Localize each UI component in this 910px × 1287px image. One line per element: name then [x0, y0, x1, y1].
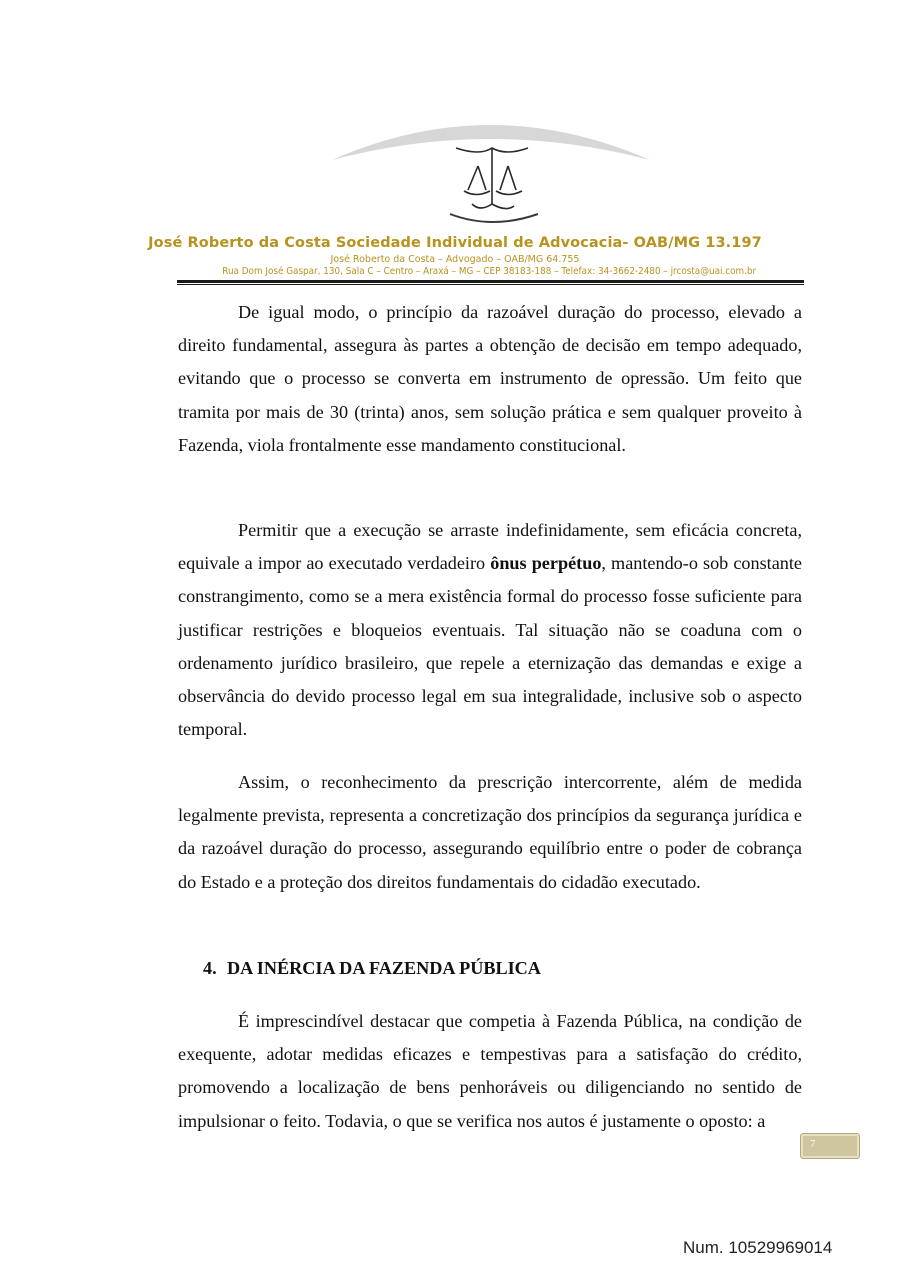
scales-of-justice-logo [330, 112, 655, 232]
paragraph-2-text-a: Permitir que a execução se arraste indefinidamente, sem eficácia concreta, equivale a impor ao executado verdadeiro [178, 520, 802, 574]
section-number: 4. [203, 958, 217, 978]
paragraph-2 [178, 514, 802, 746]
address-text: Rua Dom José Gaspar, 130, Sala C – Centro – Araxá – MG – CEP 38183-188 – Telefax: 34-3662-2480 – jrcosta@uai.com.br [222, 266, 756, 277]
page-number-box [800, 1133, 860, 1159]
header-rule [177, 280, 804, 283]
paragraph-2-text-b: , mantendo-o sob constante constrangimento, como se a mera existência formal do processo fosse suficiente para justificar restrições e bloqueios eventuais. Tal situação não se coaduna com o ordenamento jurídico brasileiro, que repele a eternização das demandas e exige a observância do devido processo legal em sua integralidade, inclusive sob o aspecto temporal. [178, 553, 803, 740]
header-rule-thin [177, 284, 804, 285]
paragraph-1: De igual modo, o princípio da razoável duração do processo, elevado a direito fundamental, assegura às partes a obtenção de decisão em tempo adequado, evitando que o processo se converta em instrumento de opressão. Um feito que tramita por mais de 30 (trinta) anos, sem solução prática e sem qualquer proveito à Fazenda, viola frontalmente esse mandamento constitucional. [178, 302, 802, 455]
page-number: 7 [810, 1138, 816, 1150]
paragraph-3: Assim, o reconhecimento da prescrição intercorrente, além de medida legalmente prevista, representa a concretização dos princípios da segurança jurídica e da razoável duração do processo, assegurando equilíbrio entre o poder de cobrança do Estado e a proteção dos direitos fundamentais do cidadão executado. [178, 772, 802, 892]
address-line [0, 266, 910, 277]
paragraph-4: É imprescindível destacar que competia à Fazenda Pública, na condição de exequente, adotar medidas eficazes e tempestivas para a satisfação do crédito, promovendo a localização de bens penhoráveis ou diligenciando no sentido de impulsionar o feito. Todavia, o que se verifica nos autos é justamente o oposto: a [178, 1011, 802, 1131]
lawyer-line: José Roberto da Costa – Advogado – OAB/MG 64.755 [330, 254, 580, 265]
paragraph-2-bold: ônus perpétuo [490, 553, 602, 574]
firm-name: José Roberto da Costa Sociedade Individual de Advocacia- OAB/MG 13.197 [148, 235, 762, 251]
section-heading [203, 955, 541, 981]
document-number: Num. 10529969014 [683, 1238, 833, 1257]
section-title: DA INÉRCIA DA FAZENDA PÚBLICA [227, 958, 541, 978]
